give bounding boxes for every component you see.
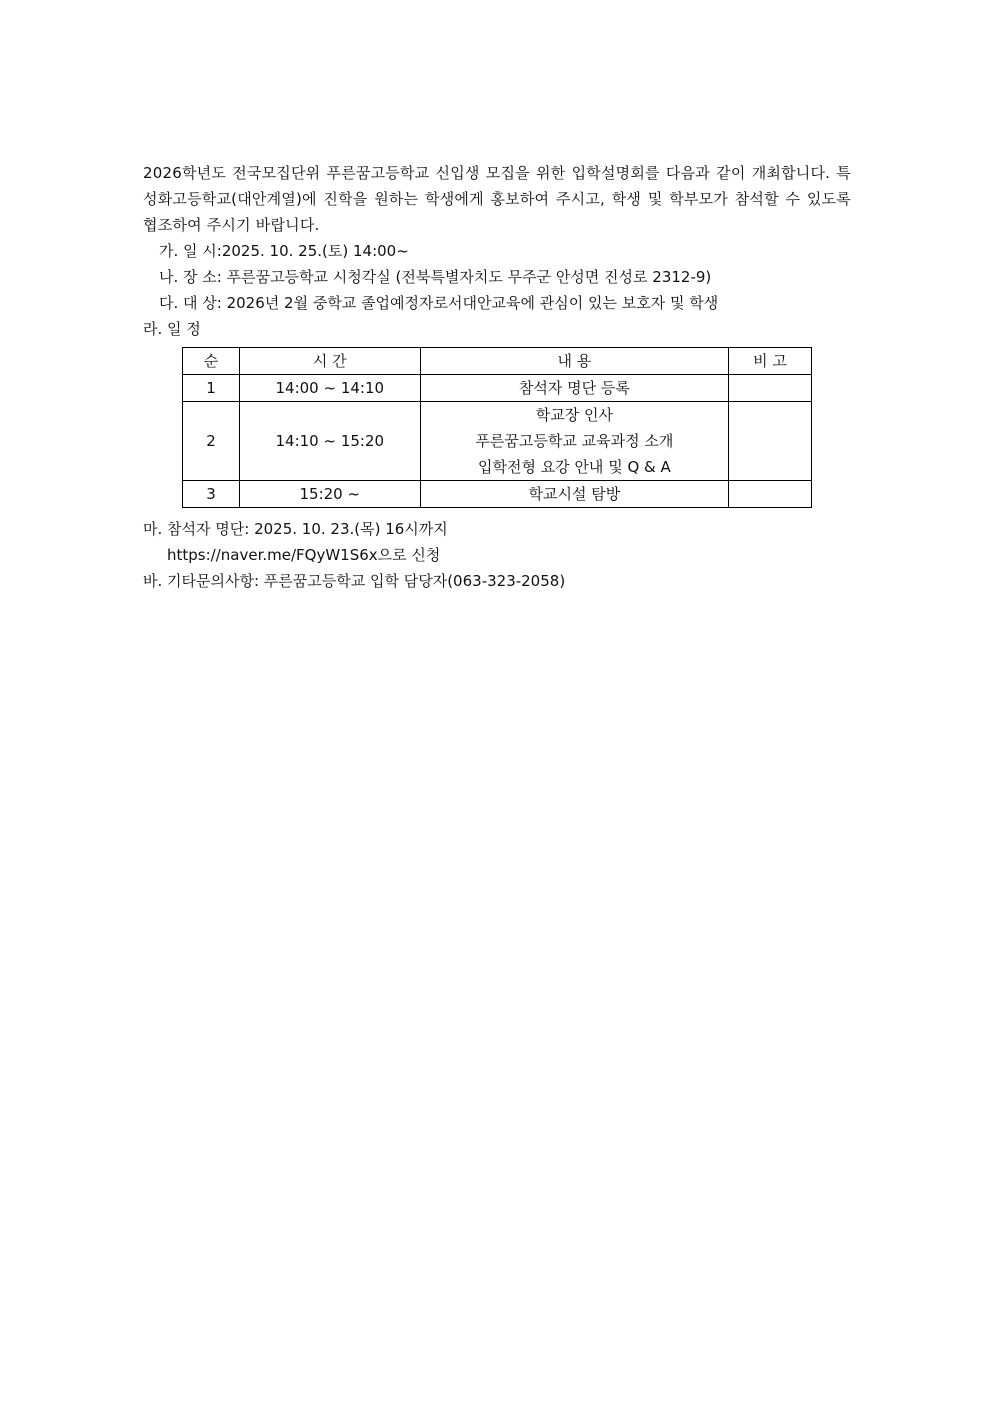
row-content-line: 학교시설 탐방 xyxy=(528,485,621,503)
row-time: 15:20 ~ xyxy=(239,481,420,508)
header-time: 시 간 xyxy=(239,348,420,375)
registration-link[interactable]: https://naver.me/FQyW1S6x으로 신청 xyxy=(167,546,441,564)
item-schedule-heading: 라. 일 정 xyxy=(143,320,201,338)
intro-paragraph: 2026학년도 전국모집단위 푸른꿈고등학교 신입생 모집을 위한 입학설명회를 다음과 같이 개최합니다. 특성화고등학교(대안계열)에 진학을 원하는 학생에게 홍보하여 주시고, 학생 및 학부모가 참석할 수 있도록 협조하여 주시기 바랍니다. xyxy=(143,164,851,234)
row-content-line: 푸른꿈고등학교 교육과정 소개 xyxy=(475,432,674,450)
header-content: 내 용 xyxy=(420,348,728,375)
row-content xyxy=(420,402,728,481)
item-place: 나. 장 소: 푸른꿈고등학교 시청각실 (전북특별자치도 무주군 안성면 진성로 2312-9) xyxy=(159,268,712,286)
schedule-row xyxy=(183,402,812,481)
row-content-line: 학교장 인사 xyxy=(535,406,613,424)
schedule-header-row xyxy=(183,348,812,375)
row-no: 1 xyxy=(183,375,240,402)
row-content-line: 참석자 명단 등록 xyxy=(518,379,630,397)
header-no: 순 xyxy=(183,348,240,375)
item-registration-deadline: 마. 참석자 명단: 2025. 10. 23.(목) 16시까지 xyxy=(143,520,448,538)
schedule-table xyxy=(182,347,812,508)
row-content-line: 입학전형 요강 안내 및 Q & A xyxy=(477,458,671,476)
row-note xyxy=(729,481,812,508)
row-no: 3 xyxy=(183,481,240,508)
schedule-row xyxy=(183,375,812,402)
row-note xyxy=(729,402,812,481)
schedule-row xyxy=(183,481,812,508)
row-content xyxy=(420,375,728,402)
row-content xyxy=(420,481,728,508)
item-date: 가. 일 시:2025. 10. 25.(토) 14:00~ xyxy=(159,242,409,260)
row-time: 14:00 ~ 14:10 xyxy=(239,375,420,402)
row-no: 2 xyxy=(183,402,240,481)
item-target: 다. 대 상: 2026년 2월 중학교 졸업예정자로서대안교육에 관심이 있는 보호자 및 학생 xyxy=(159,294,719,312)
row-time: 14:10 ~ 15:20 xyxy=(239,402,420,481)
item-contact: 바. 기타문의사항: 푸른꿈고등학교 입학 담당자(063-323-2058) xyxy=(143,572,566,590)
row-note xyxy=(729,375,812,402)
header-note: 비 고 xyxy=(729,348,812,375)
document-body xyxy=(143,160,851,594)
